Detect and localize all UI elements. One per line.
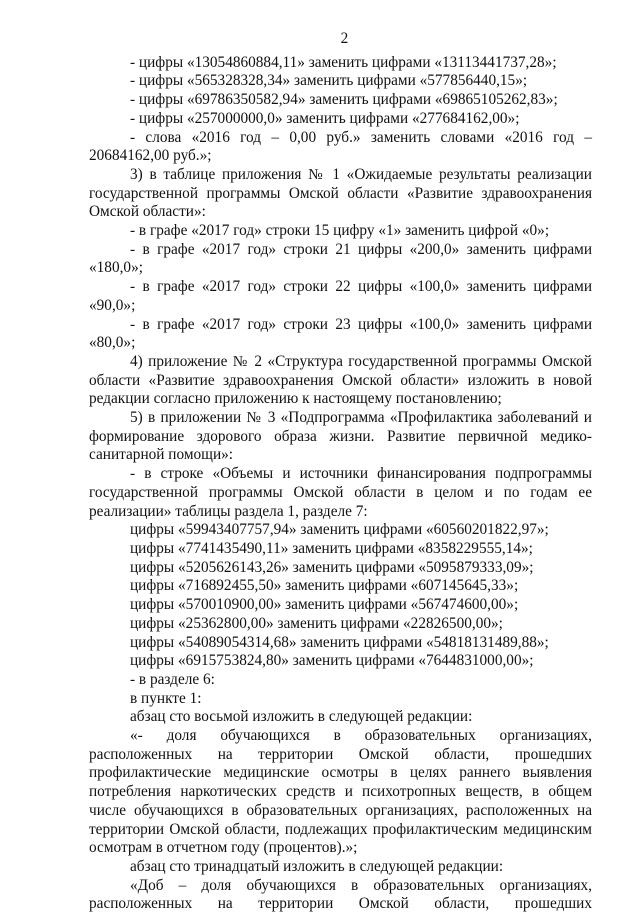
section-reference: - в разделе 6: [130,670,215,688]
amendment-line: - цифры «565328328,34» заменить цифрами «577856440,15»; [130,72,528,90]
paragraph-reference: абзац сто восьмой изложить в следующей редакции: [130,708,473,726]
amendment-line: цифры «6915753824,80» заменить цифрами «7644831000,00»; [130,652,534,670]
item-3-subitem-continued: «180,0»; [89,259,143,277]
amendment-line: - цифры «13054860884,11» заменить цифрами «13113441737,28»; [130,53,557,71]
item-3-subitem-continued: «90,0»; [89,296,136,314]
amendment-line: цифры «59943407757,94» заменить цифрами «60560201822,97»; [130,521,549,539]
point-reference: в пункте 1: [130,689,202,707]
amendment-line: - цифры «257000000,0» заменить цифрами «277684162,00»; [130,109,520,127]
document-page [89,30,592,914]
item-3-subitem: - в графе «2017 год» строки 21 цифры «200,0» заменить цифрами [130,240,592,258]
item-5-subparagraph: - в строке «Объемы и источники финансирования подпрограммы государственной программы Омской области в целом и по годам ее реализации» таблицы раздела 1, разделе 7: [89,465,592,520]
amendment-line: цифры «5205626143,26» заменить цифрами «5095879333,09»; [130,558,534,576]
item-4-paragraph: 4) приложение № 2 «Структура государственной программы Омской области «Развитие здравоохранения Омской области» изложить в новой редакции согласно приложению к настоящему постановлению; [89,352,592,408]
amendment-line: цифры «54089054314,68» заменить цифрами «54818131489,88»; [130,633,549,651]
amendment-line: - цифры «69786350582,94» заменить цифрами «69865105262,83»; [130,91,558,109]
amendment-line: цифры «570010900,00» заменить цифрами «567474600,00»; [130,596,519,614]
item-3-subitem-continued: «80,0»; [89,334,136,352]
quoted-paragraph-continued: расположенных на территории Омской области, прошедших [89,895,592,913]
amendment-line: цифры «25362800,00» заменить цифрами «22826500,00»; [130,614,503,632]
quoted-paragraph: «- доля обучающихся в образовательных организациях, расположенных на территории Омской области, прошедших профилактические медицинские осмотры в целях раннего выявления потребления наркотических средств и психотропных веществ, в общем числе обучающихся в образовательных организациях, расположенных на территории Омской области, подлежащих профилактическим медицинским осмотрам в отчетном году (процентов).»; [89,727,592,857]
paragraph-reference: абзац сто тринадцатый изложить в следующей редакции: [130,857,504,875]
item-3-subitem: - в графе «2017 год» строки 22 цифры «100,0» заменить цифрами [130,278,592,296]
page-number: 2 [340,30,349,47]
item-3-subitem: - в графе «2017 год» строки 15 цифру «1» заменить цифрой «0»; [130,222,550,240]
item-3-paragraph: 3) в таблице приложения № 1 «Ожидаемые результаты реализации государственной программы Омской области «Развитие здравоохранения Омской области»: [89,165,592,221]
amendment-line: цифры «7741435490,11» заменить цифрами «8358229555,14»; [130,539,533,557]
quoted-paragraph-start: «Доб – доля обучающихся в образовательных организациях, [130,876,592,894]
amendment-line: цифры «716892455,50» заменить цифрами «607145645,33»; [130,577,519,595]
item-5-paragraph: 5) в приложении № 3 «Подпрограмма «Профилактика заболеваний и формирование здорового образа жизни. Развитие первичной медико-санитарной помощи»: [89,409,592,464]
item-3-subitem: - в графе «2017 год» строки 23 цифры «100,0» заменить цифрами [130,315,592,333]
amendment-line-continued: 20684162,00 руб.»; [89,147,212,165]
amendment-line: - слова «2016 год – 0,00 руб.» заменить словами «2016 год – [130,128,592,146]
